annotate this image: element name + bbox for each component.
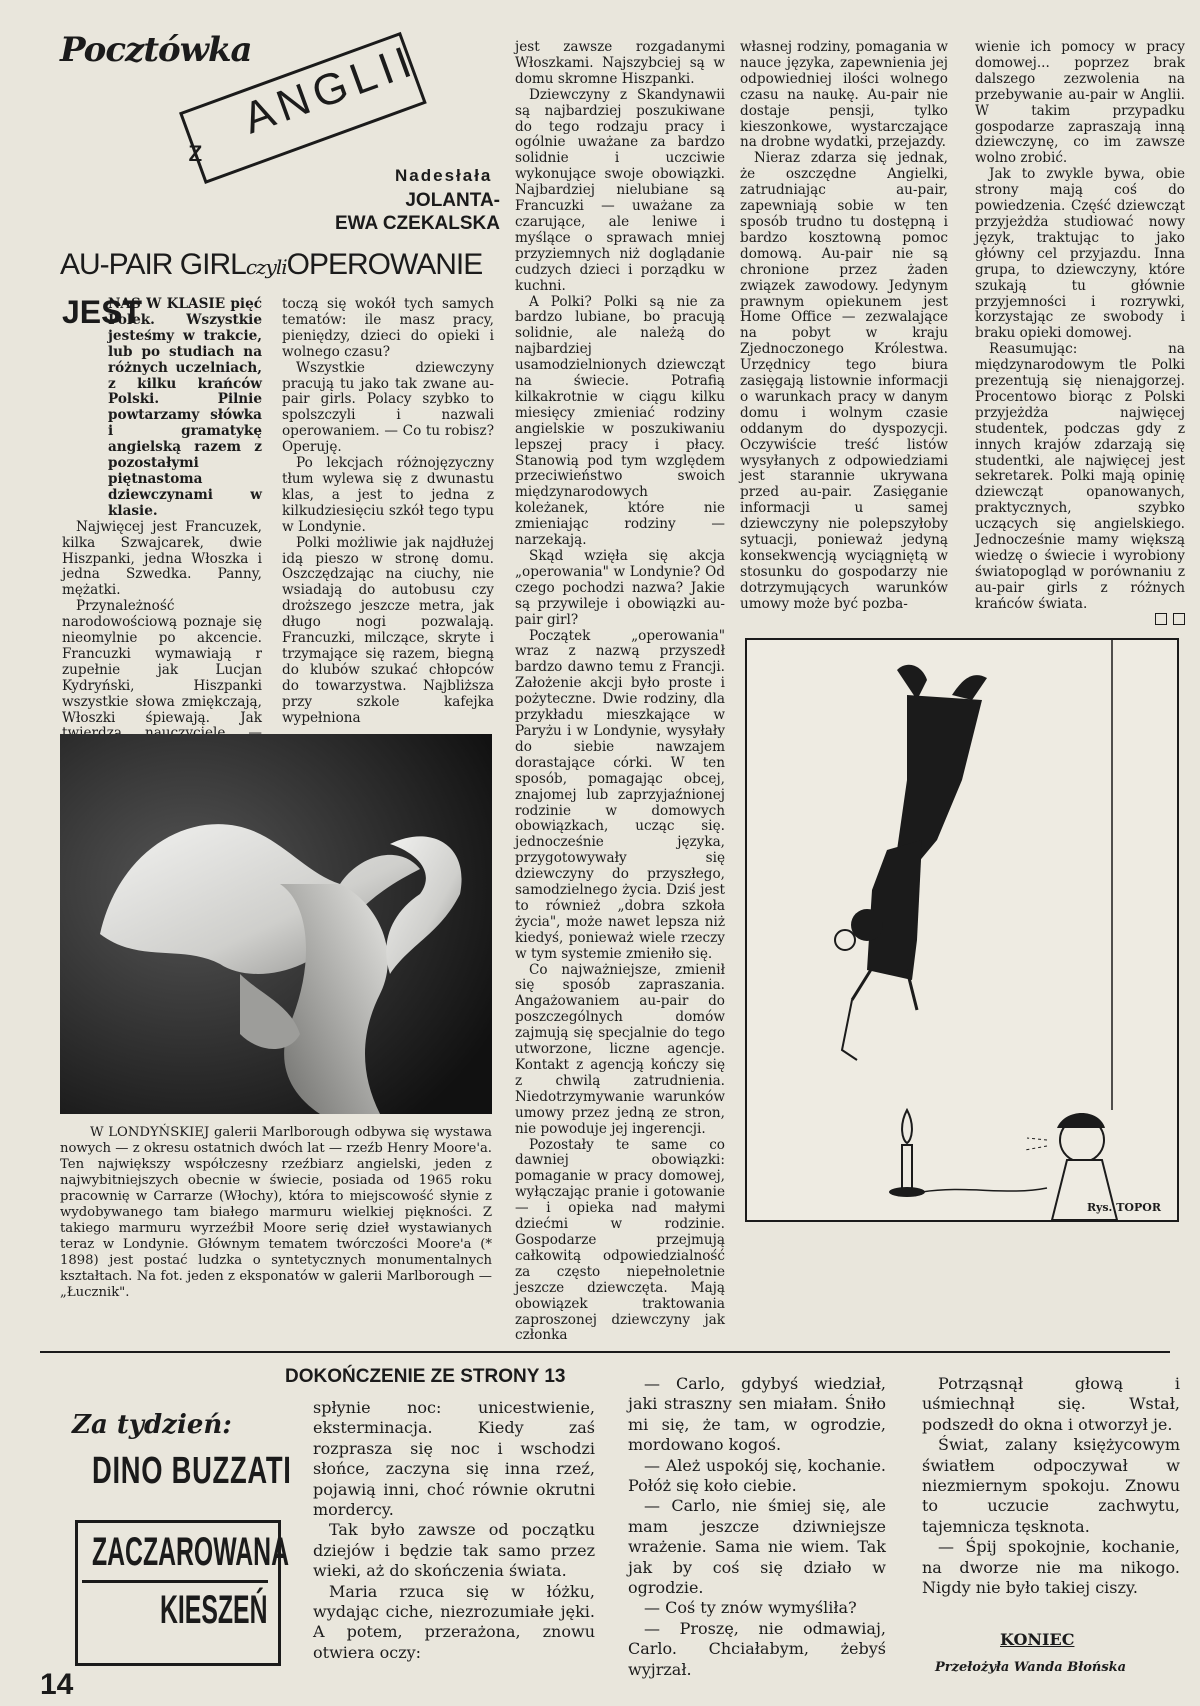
story-paragraph: Potrząsnął głową i uśmiechnął się. Wstał, podszedł do okna i otworzył je. [922,1374,1180,1434]
translator-credit: Przełożyła Wanda Błońska [935,1660,1127,1675]
continuation-column-2 [628,1374,886,1680]
sculpture-photo [60,734,492,1114]
article-paragraph: wienie ich pomocy w pracy domowej... poprzez brak dalszego zezwolenia na przebywanie au-pair w Anglii. W takim przypadku gospodarze zapraszają inną dziewczynę, co im zawsze wolno zrobić. [975,39,1185,167]
article-paragraph: Skąd wzięła się akcja „operowania" w Londynie? Od czego pochodzi nazwa? Jakie są przywileje i obowiązki au-pair girl? [515,548,725,628]
author-last-name: EWA CZEKALSKA [334,213,500,234]
series-title: Pocztówka [60,30,252,70]
article-paragraph: Początek „operowania" wraz z nazwą przyszedł bardzo dawno temu z Francji. Założenie akcji było proste i pożyteczne. Dwie rodziny, dla przykładu mieszkające w Paryżu i w Londynie, wysyłały do siebie nawzajem dorastające córki. W ten sposób, pomagając obcej, znajomej lub zaprzyjaźnionej rodzinie w domowych obowiązkach, ucząc się. jednocześnie języka, przygotowywały się dziewczyny do przyszłego, samodzielnego życia. Dziś jest to również „dobra szkoła życia", może nawet lepsza niż kiedyś, ponieważ wiele rzeczy w tym systemie zmieniło się. [515,627,725,962]
stamp-country: ANGLII [236,35,424,144]
article-paragraph: toczą się wokół tych samych tematów: ile masz pracy, pieniędzy, dzieci do opieki i wolnego czasu? [282,296,494,360]
stamp-prefix: z [188,135,203,168]
article-paragraph: własnej rodziny, pomagania w nauce języka, zapewnienia jej odpowiedniej ilości wolnego czasu na naukę. Au-pair nie dostaje pensji, tylko kieszonkowe, wystarczające na drobne wydatki, przejazdy. [740,39,948,151]
article-paragraph: Najwięcej jest Francuzek, kilka Szwajcarek, dwie Hiszpanki, jedna Włoszka i jedna Szwedka. Panny, mężatki. [62,518,262,599]
headline-part-a: AU-PAIR GIRL [60,248,246,281]
article-column-2 [282,297,494,726]
article-paragraph: Pozostały te same co dawniej obowiązki: pomaganie w pracy domowej, wyłączając pranie i gotowanie — i opieka nad małymi dziećmi w rodzinie. Gospodarze przejmują całkowitą odpowiedzialność za często niepełnoletnie jeszcze dziewczęta. Mają obowiązek traktowania zaproszonej dziewczyny jak członka [515,1136,725,1344]
drop-cap: JEST [62,294,143,330]
story-paragraph: — Ależ uspokój się, kochanie. Połóż się koło ciebie. [628,1455,886,1496]
page-number: 14 [40,1668,74,1701]
sculpture-image [60,734,492,1114]
end-square-icon [1173,613,1185,625]
article-paragraph: Reasumując: na międzynarodowym tle Polki prezentują się nienajgorzej. Procentowo biorąc z Polski przyjeżdża najwięcej studentek, podczas gdy z innych krajów zdarzają się studentki, ale najwięcej jest sekretarek. Polki mają opinię dziewcząt opanowanych, praktycznych, szybko uczących się angielskiego. Jednocześnie mamy większą wiedzę o świecie i wyrobiony światopogląd w porównaniu z au-pair girls z różnych krańców świata. [975,341,1185,612]
author-first-name: JOLANTA- [405,190,500,211]
article-paragraph: Dziewczyny z Skandynawii są najbardziej poszukiwane do tego rodzaju pracy i ogólnie uważane za bardzo solidnie i uczciwie wykonujące swoje obowiązki. Najbardziej nielubiane są Francuzki — uważane za czarujące, ale leniwe i myślące o sprawach mniej przyziemnych niż doglądanie cudzych dzieci i porządku w kuchni. [515,86,725,294]
next-week-label: Za tydzień: [72,1410,232,1440]
article-column-5 [975,40,1185,629]
article-lead-paragraph: NAS W KLASIE pięć Polek. Wszystkie jesteśmy w trakcie, lub po studiach na różnych uczelniach, z kilku krańców Polski. Pilnie powtarzamy słówka i gramatykę angielską razem z pozostałymi piętnastoma dziewczynami w klasie. [108,296,262,519]
story-paragraph: Świat, zalany księżycowym światłem odpoczywał w niezmiernym spokoju. Znowu to uczucie zachwytu, tajemnicza tęsknota. [922,1435,1180,1536]
headline-connector: czyli [245,255,287,279]
story-paragraph: — Carlo, gdybyś wiedział, jaki straszny sen miałam. Śniło mi się, że tam, w ogrodzie, mordowano kogoś. [628,1374,886,1455]
article-paragraph: Wszystkie dziewczyny pracują tu jako tak zwane au-pair girls. Polacy szybko to spolszczyli i nazwali operowaniem. — Co tu robisz? Operuję. [282,359,494,456]
cartoon-credit: Rys. TOPOR [1087,1201,1161,1214]
story-paragraph: — Proszę, nie odmawiaj, Carlo. Chciałabym, żebyś wyjrzał. [628,1618,886,1679]
end-of-article-marks [975,613,1185,629]
next-week-title-line-2: KIESZEŃ [160,1588,268,1632]
story-paragraph: Maria rzuca się w łóżku, wydając ciche, niezrozumiałe jęki. A potem, przerażona, znowu otwiera oczy: [313,1581,595,1662]
article-paragraph: Przynależność narodowościową poznaje się nieomylnie po akcencie. Francuzki wymawiają r zupełnie jak Lucjan Kydryński, Hiszpanki wszystkie słowa zmiękczają, Włoszki śpiewają. Jak [62,598,262,726]
article-paragraph: Jak to zwykle bywa, obie strony mają coś do powiedzenia. Część dziewcząt przyjeżdża studiować nowy język, traktując to jako główny cel przyjazdu. Inna grupa, to dziewczyny, które szukają tu głównie przyjemności i rozrywki, korzystając ze swobody i braku opieki domowej. [975,166,1185,342]
story-paragraph: — Carlo, nie śmiej się, ale mam jeszcze dziwniejsze wrażenie. Sama nie wiem. Tak jak by coś się działo w ogrodzie. [628,1496,886,1598]
photo-caption [60,1125,492,1301]
next-week-title-rule [82,1580,268,1583]
story-paragraph: — Coś ty znów wymyśliła? [644,1598,857,1618]
caption-text: W LONDYŃSKIEJ galerii Marlborough odbywa się wystawa nowych — z okresu ostatnich dwóch lat — rzeźb Henry Moore'a. Ten największy współczesny rzeźbiarz angielski, jeden z najwybitniejszych obecnie w świecie, posiada od 1965 roku pracownię w Carrarze (Włochy), która to miejscowość słynie z wydobywanego tam białego marmuru wielkiej piękności. Z takiego marmuru wyrzeźbił Moore serię dzieł wystawianych teraz w Londynie. Głównym tematem twórczości Moore'a (* 1898) jest postać ludzka o syntetycznych monumentalnych kształtach. Na fot. jeden z eksponatów w galerii Marlborough — „Łucznik". [60,1125,492,1300]
story-end-marker: KONIEC [1000,1630,1075,1649]
story-paragraph: Tak było zawsze od początku dziejów i będzie tak samo przez wieki, aż do skończenia świata. [313,1520,595,1581]
story-paragraph: spłynie noc: unicestwienie, eksterminacja. Kiedy zaś rozprasza się noc i wschodzi słońce, zaczyna się inna rzeź, pojawią inni, choć równie okrutni mordercy. [313,1398,595,1520]
article-paragraph: Co najważniejsze, zmienił się sposób zapraszania. Angażowaniem au-pair do poszczególnych domów zajmują się specjalnie do tego utworzone, liczne agencje. Kontakt z agencją kończy się z chwilą zatrudnienia. Niedotrzymywanie warunków umowy przez jedną ze stron, nie powoduje jej ingerencji. [515,961,725,1137]
end-square-icon [1155,613,1167,625]
continuation-heading: DOKOŃCZENIE ZE STRONY 13 [285,1366,566,1387]
article-paragraph: jest zawsze rozgadanymi Włoszkami. Najszybciej są w domu skromne Hiszpanki. [515,39,725,87]
sent-by-label: Nadesłała [395,166,493,185]
next-week-author: DINO BUZZATI [92,1450,292,1492]
cartoon-drawing [747,640,1177,1220]
cartoon-illustration [745,638,1179,1222]
headline-part-b: OPEROWANIE [286,248,483,281]
section-divider [40,1351,1170,1353]
article-column-4 [740,40,948,613]
continuation-column-3 [922,1374,1180,1598]
article-paragraph: Polki możliwie jak najdłużej idą pieszo w stronę domu. Oszczędzając na ciuchy, nie wsiadają do autobusu czy droższego jeszcze metra, jak długo nogi pozwalają. Francuzki, milczące, skryte i trzymające się razem, biegną do klubów szukać chłopców do towarzystwa. Najbliższa przy szkole kafejka wypełniona [282,534,494,726]
story-paragraph: — Śpij spokojnie, kochanie, na dworze nie ma nikogo. Nigdy nie było takiej ciszy. [922,1537,1180,1598]
article-paragraph: Po lekcjach różnojęzyczny tłum wylewa się z dwunastu klas, a jest to jedna z kilkudziesięciu szkół tego typu w Londynie. [282,455,494,535]
article-paragraph: Nieraz zdarza się jednak, że oszczędne Angielki, zatrudniając au-pair, zapewniają sobie w ten sposób trudno tu dostępną i bardzo kosztowną pomoc domową. Au-pair nie są chronione przez żaden związek zawodowy. Jedynym prawnym opiekunem jest Home Office — zezwalające na pobyt w kraju Zjednoczonego Królestwa. Urzędnicy tego biura zasięgają listownie informacji o warunkach pracy w danym domu i wolnym czasie oddanym do dyspozycji. Oczywiście treść listów wysyłanych z odpowiedziami jest starannie ukrywana przed au-pair. Zasięganie informacji u samej dziewczyny nie polepszyłoby sytuacji, ponieważ jedyną konsekwencją wyciągniętą w stosunku do gospodarzy nie dotrzymujących warunków umowy może być pozba- [740,150,948,612]
article-paragraph: A Polki? Polki są nie za bardzo lubiane, bo pracują solidnie, ale należą do najbardziej usamodzielnionych dziewcząt na świecie. Potrafią kilkakrotnie w ciągu kilku miesięcy zmieniać rodziny angielskie w poszukiwaniu lepszej pracy i płacy. Stanowią pod tym względem przeciwieństwo swoich międzynarodowych koleżanek, które nie zmieniając rodziny — narzekają. [515,293,725,549]
continuation-column-1 [313,1398,595,1663]
next-week-title-line-1: ZACZAROWANA [92,1530,289,1574]
article-headline [60,248,505,282]
article-column-3 [515,40,725,1344]
